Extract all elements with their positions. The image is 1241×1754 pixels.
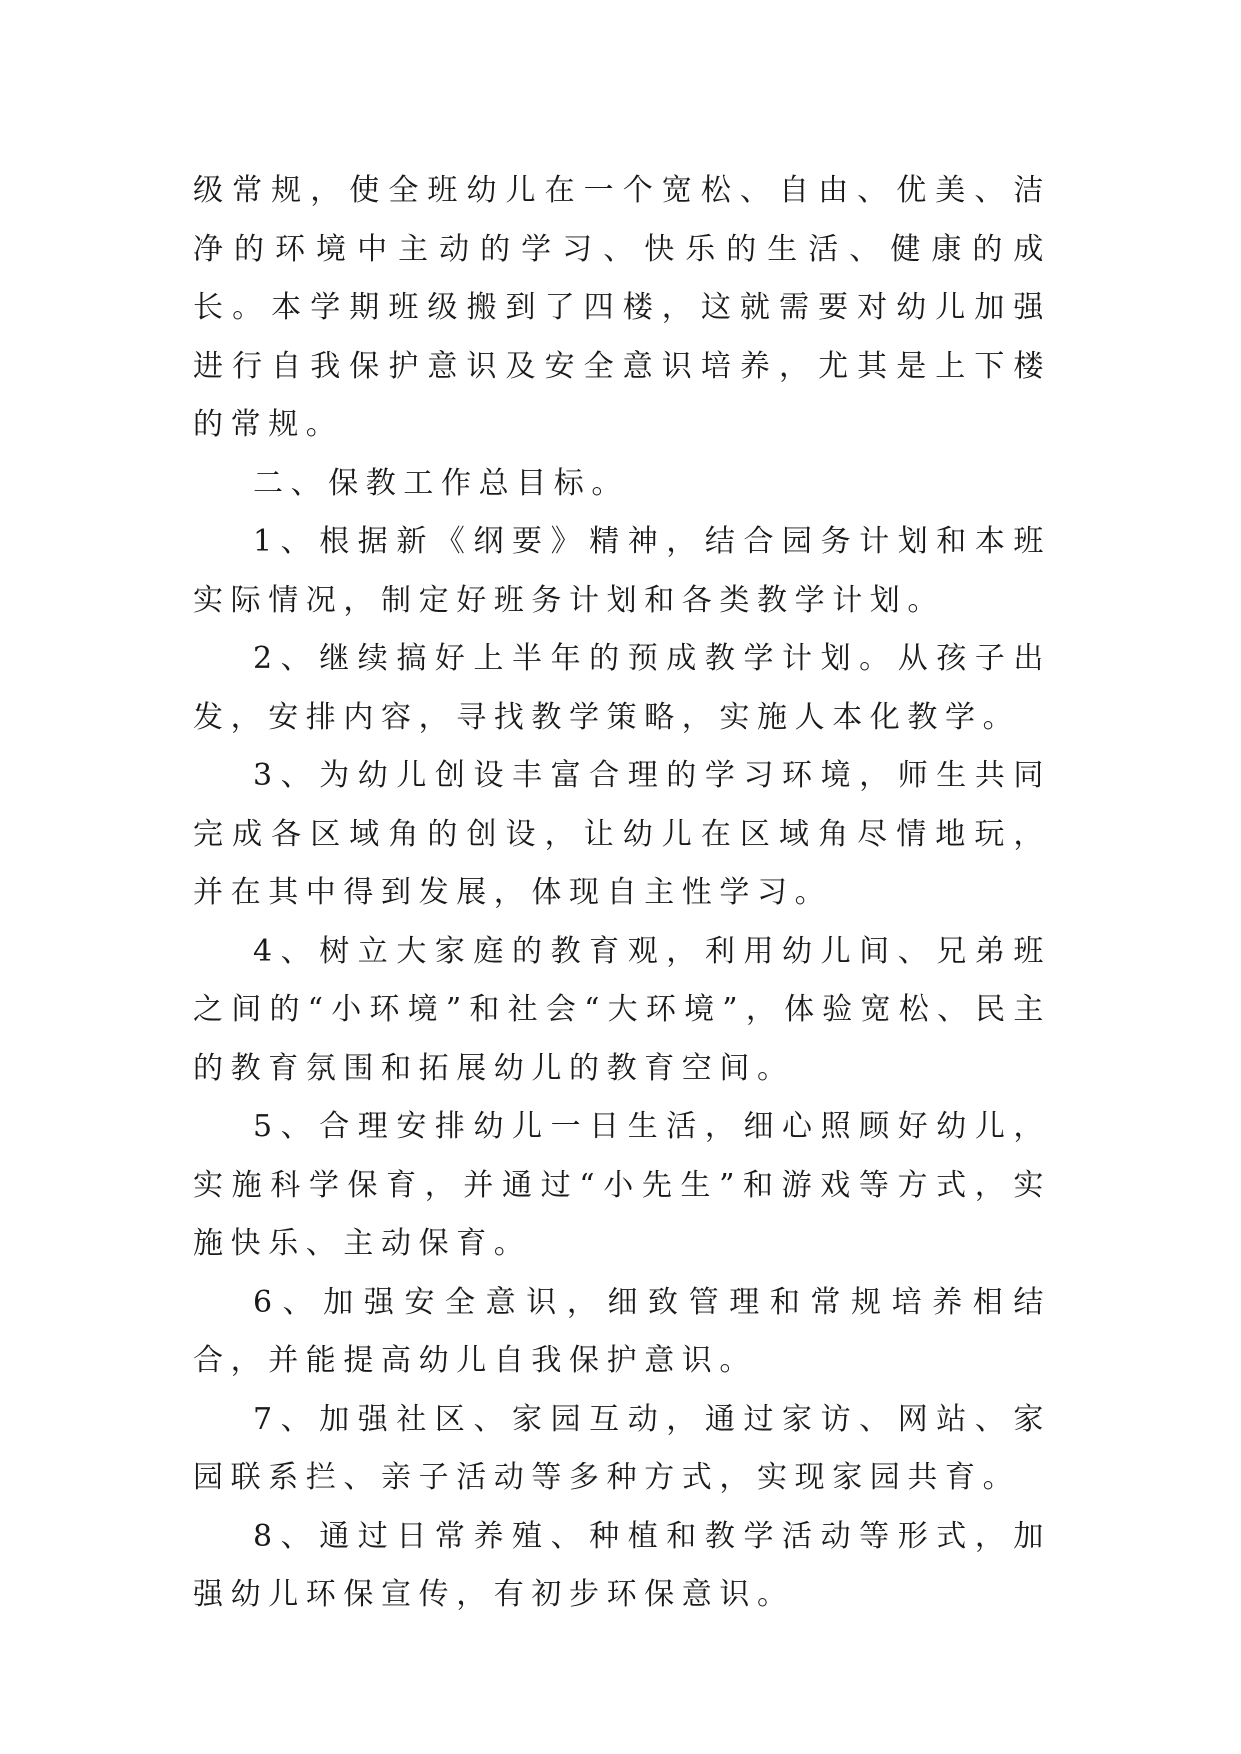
goal-item-3: 3、为幼儿创设丰富合理的学习环境，师生共同完成各区域角的创设，让幼儿在区域角尽情地玩，并在其中得到发展，体现自主性学习。 — [193, 758, 1051, 910]
document-body — [193, 162, 1051, 1625]
goal-item-1: 1、根据新《纲要》精神，结合园务计划和本班实际情况，制定好班务计划和各类教学计划。 — [193, 524, 1051, 618]
paragraph-intro-continued: 级常规，使全班幼儿在一个宽松、自由、优美、洁净的环境中主动的学习、快乐的生活、健康的成长。本学期班级搬到了四楼，这就需要对幼儿加强进行自我保护意识及安全意识培养，尤其是上下楼的常规。 — [193, 173, 1051, 442]
goal-item-5: 5、合理安排幼儿一日生活，细心照顾好幼儿，实施科学保育，并通过“小先生”和游戏等方式，实施快乐、主动保育。 — [193, 1109, 1051, 1261]
goal-item-4: 4、树立大家庭的教育观，利用幼儿间、兄弟班之间的“小环境”和社会“大环境”，体验宽松、民主的教育氛围和拓展幼儿的教育空间。 — [193, 933, 1051, 1086]
goal-item-6: 6、加强安全意识，细致管理和常规培养相结合，并能提高幼儿自我保护意识。 — [193, 1284, 1051, 1378]
section-heading-overall-goals: 二、保教工作总目标。 — [253, 465, 629, 501]
goal-item-2: 2、继续搞好上半年的预成教学计划。从孩子出发，安排内容，寻找教学策略，实施人本化教学。 — [193, 641, 1051, 735]
goal-item-8: 8、通过日常养殖、种植和教学活动等形式，加强幼儿环保宣传，有初步环保意识。 — [193, 1518, 1051, 1612]
goal-item-7: 7、加强社区、家园互动，通过家访、网站、家园联系拦、亲子活动等多种方式，实现家园共育。 — [193, 1401, 1051, 1495]
